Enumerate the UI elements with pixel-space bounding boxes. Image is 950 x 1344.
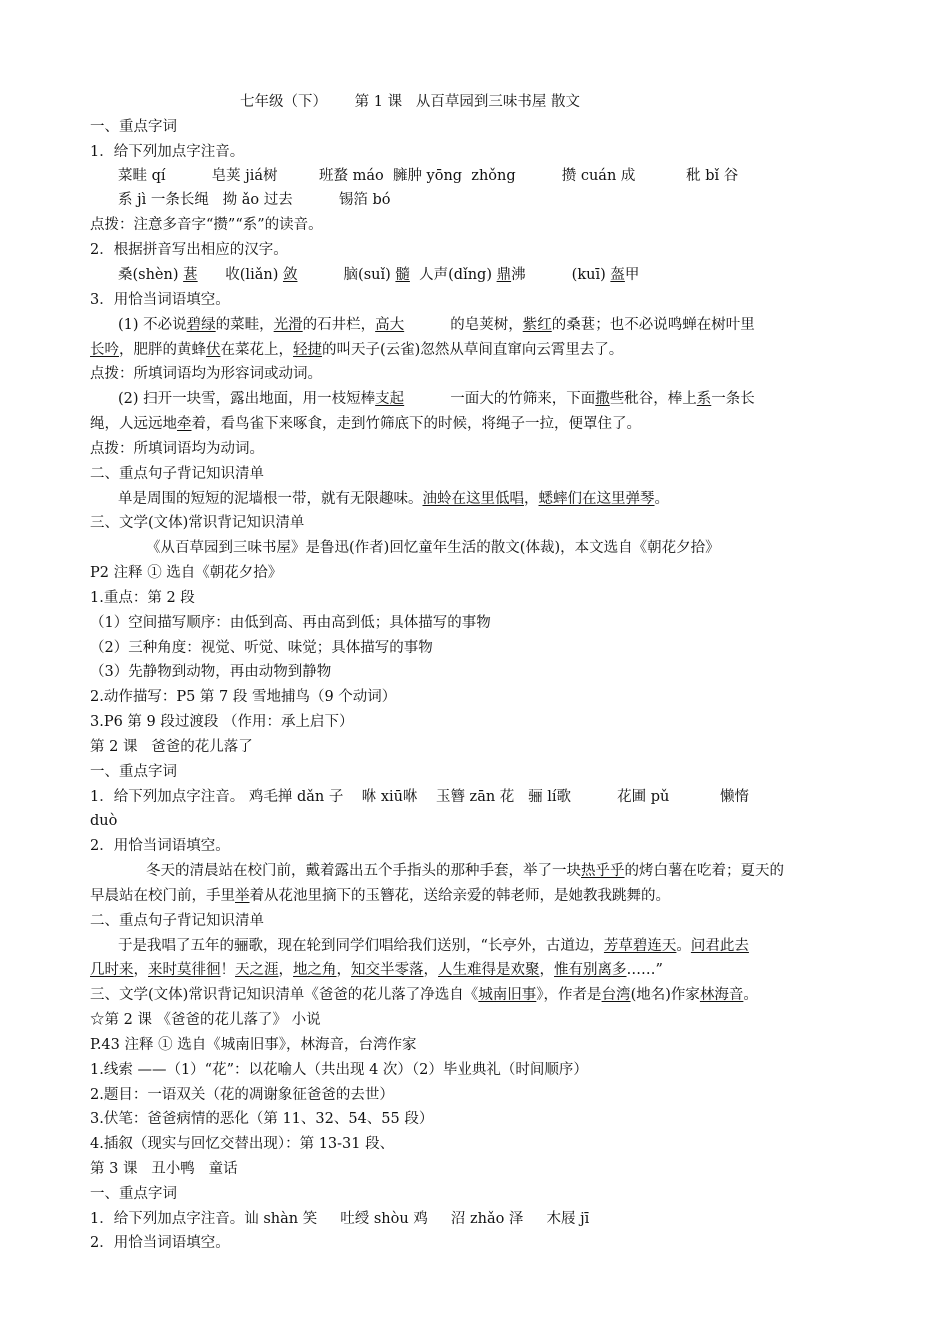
text-segment: 2.题目：一语双关（花的凋谢象征爸爸的去世） — [90, 1087, 394, 1103]
text-segment: 一面大的竹筛来，下面 — [404, 391, 596, 407]
doc-title — [240, 92, 580, 112]
underlined-answer: 热乎乎 — [581, 863, 625, 879]
text-segment: 3.P6 第 9 段过渡段 （作用：承上启下） — [90, 714, 354, 730]
text-segment: ， — [278, 962, 293, 978]
doc-line — [90, 886, 670, 906]
note-line — [90, 588, 195, 608]
underlined-answer: 葚 — [183, 267, 198, 283]
text-segment: 4.插叙（现实与回忆交替出现）：第 13-31 段、 — [90, 1136, 395, 1152]
underlined-answer: 碧绿 — [186, 317, 216, 333]
doc-line — [118, 389, 755, 409]
text-segment: 二、重点句子背记知识清单 — [90, 466, 264, 482]
note-line — [90, 712, 353, 732]
text-segment: 2．根据拼音写出相应的汉字。 — [90, 242, 288, 258]
text-segment: 些秕谷，棒上 — [609, 391, 697, 407]
text-segment: ，肥胖的黄蜂 — [119, 342, 206, 358]
section-heading — [90, 117, 177, 137]
underlined-answer: 问君此去 — [690, 938, 749, 954]
underlined-answer: 盔 — [610, 267, 625, 283]
text-segment: 。 — [743, 987, 758, 1003]
text-segment: 。 — [676, 938, 691, 954]
text-segment: P2 注释 ① 选自《朝花夕拾》 — [90, 565, 283, 581]
doc-line — [118, 315, 755, 335]
section-heading — [90, 985, 758, 1005]
underlined-answer: 蟋蟀们在这里弹琴 — [538, 491, 655, 507]
underlined-answer: 光滑 — [273, 317, 303, 333]
text-segment: P.43 注释 ① 选自《城南旧事》，林海音，台湾作家 — [90, 1037, 417, 1053]
text-segment: 人声(dǐng) — [409, 267, 497, 283]
underlined-answer: 长吟 — [90, 342, 119, 358]
text-segment: (2) 扫开一块雪，露出地面，用一枝短棒 — [118, 391, 376, 407]
text-segment: 的菜畦， — [215, 317, 274, 333]
text-segment: ！ — [220, 962, 235, 978]
doc-line — [118, 190, 390, 210]
note-line — [90, 1085, 394, 1105]
text-segment: 系 jì 一条长绳 拗 ǎo 过去 锡箔 bó — [118, 192, 391, 208]
underlined-answer: 城南旧事 — [478, 987, 537, 1003]
underlined-answer: 知交半零落 — [351, 962, 424, 978]
text-segment: 2．用恰当词语填空。 — [90, 1235, 230, 1251]
text-segment: duò — [90, 813, 118, 829]
doc-line — [90, 340, 623, 360]
text-segment: 《从百草园到三味书屋》是鲁迅(作者)回忆童年生活的散文(体裁)，本文选自《朝花夕拾》 — [146, 540, 720, 556]
text-segment: 的皂荚树， — [404, 317, 523, 333]
underlined-answer: 敛 — [282, 267, 298, 283]
text-segment: 的叫天子(云雀)忽然从草间直窜向云霄里去了。 — [322, 342, 624, 358]
lesson-heading — [90, 1010, 321, 1030]
doc-line — [146, 538, 720, 558]
text-segment: 三、文学(文体)常识背记知识清单 — [90, 515, 305, 531]
text-segment: 3.伏笔：爸爸病情的恶化（第 11、32、54、55 段） — [90, 1111, 434, 1127]
text-segment: 三、文学(文体)常识背记知识清单《爸爸的花儿落了净选自《 — [90, 987, 479, 1003]
section-heading — [90, 464, 264, 484]
underlined-answer: 几时来 — [90, 962, 134, 978]
text-segment: 绳，人远远地 — [90, 416, 177, 432]
text-segment: 的桑葚；也不必说鸣蝉在树叶里 — [551, 317, 755, 333]
note-line — [90, 662, 331, 682]
doc-line — [90, 240, 288, 260]
note-line — [90, 563, 282, 583]
doc-line — [90, 1209, 589, 1229]
doc-line — [90, 960, 663, 980]
underlined-answer: 牵 — [177, 416, 192, 432]
note-line — [90, 1134, 394, 1154]
underlined-answer: 系 — [696, 391, 712, 407]
hint-line — [90, 439, 264, 459]
section-heading — [90, 513, 304, 533]
text-segment: ☆第 2 课 《爸爸的花儿落了》 小说 — [90, 1012, 321, 1028]
underlined-answer: 地之角 — [293, 962, 337, 978]
text-segment: 点拨：注意多音字“攒”“系”的读音。 — [90, 217, 323, 233]
hint-line — [90, 215, 323, 235]
hint-line — [90, 364, 322, 384]
doc-line — [90, 811, 117, 831]
text-segment: 菜畦 qí 皂荚 jiá树 班蝥 máo 臃肿 yōng zhǒng 攒 cuán 成 秕 bǐ 谷 — [118, 168, 739, 184]
section-heading — [90, 911, 264, 931]
text-segment: 早晨站在校门前，手里 — [90, 888, 235, 904]
note-line — [90, 687, 396, 707]
lesson-heading — [90, 1159, 238, 1179]
text-segment: 单是周围的短短的泥墙根一带，就有无限趣味。 — [118, 491, 423, 507]
underlined-answer: 紫红 — [522, 317, 552, 333]
note-line — [90, 1035, 416, 1055]
underlined-answer: 支起 — [375, 391, 405, 407]
text-segment: 1．给下列加点字注音。 鸡毛掸 dǎn 子 咻 xiū咻 玉簪 zān 花 骊 lí歌 花圃 pǔ 懒惰 — [90, 789, 750, 805]
text-segment: 3．用恰当词语填空。 — [90, 292, 230, 308]
text-segment: ， — [133, 962, 148, 978]
section-heading — [90, 1184, 177, 1204]
text-segment: 1.线索 ——（1）“花”：以花喻人（共出现 4 次）（2）毕业典礼（时间顺序） — [90, 1062, 588, 1078]
text-segment: 1．给下列加点字注音。讪 shàn 笑 吐绶 shòu 鸡 沼 zhǎo 泽 木屐 jī — [90, 1211, 590, 1227]
text-segment: （3）先静物到动物，再由动物到静物 — [90, 664, 332, 680]
note-line — [90, 638, 433, 658]
text-segment: 七年级（下） 第 1 课 从百草园到三味书屋 散文 — [240, 94, 581, 110]
note-line — [90, 1109, 433, 1129]
text-segment: 2．用恰当词语填空。 — [90, 838, 230, 854]
text-segment: 脑(suǐ) — [297, 267, 396, 283]
doc-line — [118, 489, 669, 509]
text-segment: 一、重点字词 — [90, 764, 177, 780]
text-segment: 着，看鸟雀下来啄食，走到竹筛底下的时候，将绳子一拉，便罩住了。 — [191, 416, 641, 432]
text-segment: 2.动作描写：P5 第 7 段 雪地捕鸟（9 个动词） — [90, 689, 397, 705]
doc-line — [118, 936, 749, 956]
text-segment: 的烤白薯在吃着；夏天的 — [624, 863, 784, 879]
text-segment: 第 2 课 爸爸的花儿落了 — [90, 739, 253, 755]
text-segment: ， — [336, 962, 351, 978]
underlined-answer: 伏 — [206, 342, 221, 358]
doc-line — [118, 166, 738, 186]
text-segment: 1.重点：第 2 段 — [90, 590, 195, 606]
doc-line — [90, 836, 230, 856]
text-segment: 1．给下列加点字注音。 — [90, 144, 245, 160]
text-segment: （1）空间描写顺序：由低到高、再由高到低；具体描写的事物 — [90, 615, 491, 631]
text-segment: 一、重点字词 — [90, 119, 177, 135]
text-segment: 桑(shèn) — [118, 267, 184, 283]
underlined-answer: 高大 — [375, 317, 405, 333]
underlined-answer: 人生难得是欢聚 — [438, 962, 540, 978]
text-segment: 二、重点句子背记知识清单 — [90, 913, 264, 929]
doc-line — [90, 787, 749, 807]
underlined-answer: 轻捷 — [293, 342, 322, 358]
lesson-heading — [90, 737, 253, 757]
underlined-answer: 台湾 — [601, 987, 631, 1003]
text-segment: 点拨：所填词语均为动词。 — [90, 441, 264, 457]
doc-line — [90, 414, 641, 434]
underlined-answer: 鼎 — [496, 267, 512, 283]
text-segment: 冬天的清晨站在校门前，戴着露出五个手指头的那种手套，举了一块 — [146, 863, 581, 879]
text-segment: 一、重点字词 — [90, 1186, 177, 1202]
section-heading — [90, 762, 177, 782]
doc-line — [90, 1233, 230, 1253]
doc-line — [90, 290, 230, 310]
text-segment: ， — [524, 491, 539, 507]
text-segment: ……” — [626, 962, 663, 978]
text-segment: 一条长 — [711, 391, 755, 407]
text-segment: 在菜花上， — [220, 342, 293, 358]
text-segment: 》，作者是 — [536, 987, 602, 1003]
doc-line — [90, 142, 244, 162]
text-segment: 点拨：所填词语均为形容词或动词。 — [90, 366, 322, 382]
text-segment: (1) 不必说 — [118, 317, 187, 333]
underlined-answer: 油蛉在这里低唱 — [422, 491, 524, 507]
text-segment: ， — [539, 962, 554, 978]
text-segment: 着从花池里摘下的玉簪花，送给亲爱的韩老师，是她教我跳舞的。 — [249, 888, 670, 904]
doc-line — [118, 265, 639, 285]
doc-line — [146, 861, 784, 881]
underlined-answer: 惟有别离多 — [554, 962, 627, 978]
text-segment: （2）三种角度：视觉、听觉、味觉；具体描写的事物 — [90, 640, 433, 656]
text-segment: 沸 (kuī) — [511, 267, 611, 283]
underlined-answer: 林海音 — [699, 987, 744, 1003]
note-line — [90, 1060, 588, 1080]
underlined-answer: 撒 — [595, 391, 610, 407]
underlined-answer: 来时莫徘徊 — [148, 962, 221, 978]
underlined-answer: 髓 — [395, 267, 410, 283]
text-segment: 的石井栏， — [302, 317, 376, 333]
text-segment: 于是我唱了五年的骊歌，现在轮到同学们唱给我们送别，“长亭外，古道边， — [118, 938, 604, 954]
underlined-answer: 举 — [235, 888, 250, 904]
text-segment: 第 3 课 丑小鸭 童话 — [90, 1161, 238, 1177]
text-segment: (地名)作家 — [630, 987, 700, 1003]
text-segment: 。 — [654, 491, 669, 507]
text-segment: 甲 — [624, 267, 640, 283]
note-line — [90, 613, 491, 633]
underlined-answer: 天之涯 — [235, 962, 279, 978]
text-segment: ， — [423, 962, 438, 978]
text-segment: 收(liǎn) — [197, 267, 283, 283]
underlined-answer: 芳草碧连天 — [603, 938, 677, 954]
